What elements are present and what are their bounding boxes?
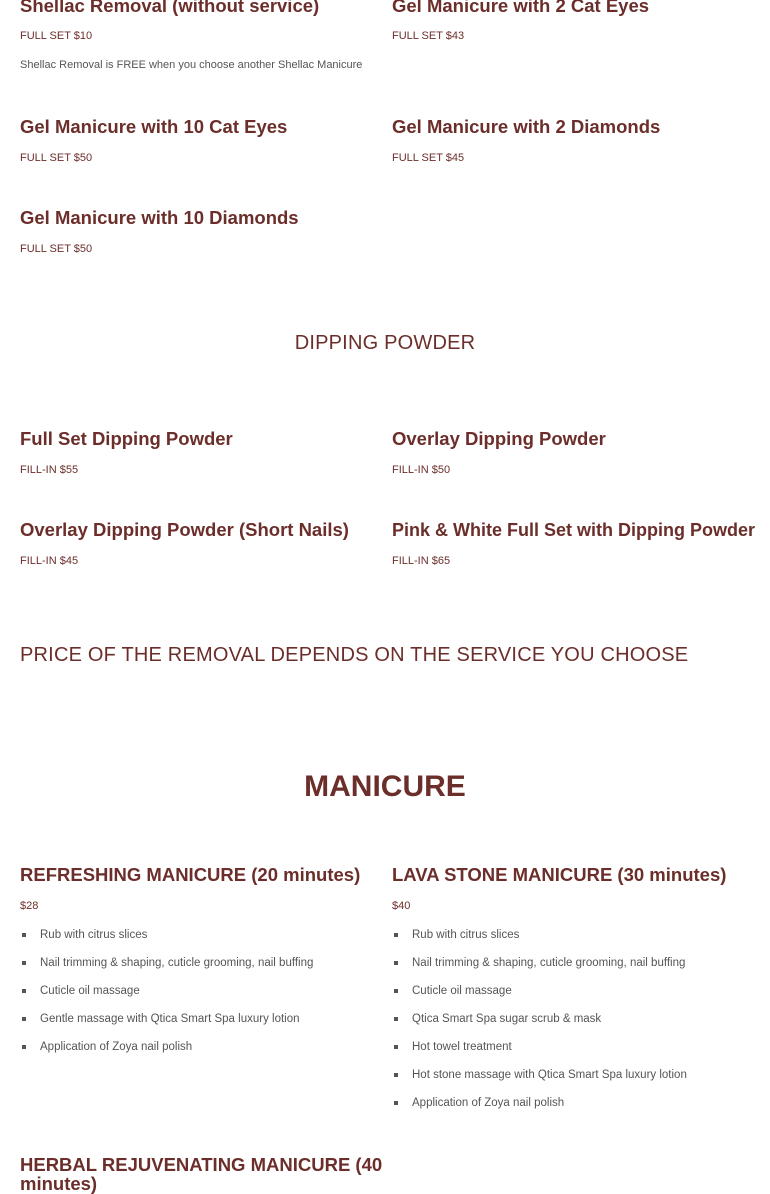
list-item: Cuticle oil massage: [20, 984, 313, 1012]
list-item: Nail trimming & shaping, cuticle grooming, nail buffing: [20, 956, 313, 984]
service-price-overlay-dipping-short: FILL-IN $45: [20, 555, 79, 567]
service-price-gel-10-diamonds: FULL SET $50: [20, 243, 93, 255]
removal-price-notice: PRICE OF THE REMOVAL DEPENDS ON THE SERVICE YOU CHOOSE: [20, 644, 689, 666]
section-heading-manicure: MANICURE: [304, 770, 466, 803]
service-title-herbal-line2: minutes): [20, 1172, 98, 1194]
list-item: Gentle massage with Qtica Smart Spa luxury lotion: [20, 1012, 313, 1040]
list-item: Cuticle oil massage: [392, 984, 687, 1012]
list-item: Application of Zoya nail polish: [20, 1040, 313, 1068]
list-item: Qtica Smart Spa sugar scrub & mask: [392, 1012, 687, 1040]
service-price-full-set-dipping: FILL-IN $55: [20, 464, 79, 476]
service-title-full-set-dipping: Full Set Dipping Powder: [20, 428, 233, 449]
service-price-pink-white-dipping: FILL-IN $65: [392, 555, 451, 567]
service-price-shellac-removal: FULL SET $10: [20, 30, 93, 42]
service-price-gel-2-cat-eyes: FULL SET $43: [392, 30, 465, 42]
service-title-lava-stone-manicure: LAVA STONE MANICURE (30 minutes): [392, 864, 727, 885]
list-item: Application of Zoya nail polish: [392, 1096, 687, 1124]
service-title-gel-10-cat-eyes: Gel Manicure with 10 Cat Eyes: [20, 116, 288, 137]
service-title-pink-white-dipping: Pink & White Full Set with Dipping Powder: [392, 520, 755, 540]
service-title-herbal-line1: HERBAL REJUVENATING MANICURE (40: [20, 1154, 383, 1175]
service-title-refreshing-manicure: REFRESHING MANICURE (20 minutes): [20, 864, 361, 885]
service-title-shellac-removal: Shellac Removal (without service): [20, 0, 320, 16]
service-title-herbal-manicure: [20, 1156, 382, 1193]
service-price-gel-10-cat-eyes: FULL SET $50: [20, 152, 93, 164]
list-item: Hot towel treatment: [392, 1040, 687, 1068]
service-note-shellac-removal: Shellac Removal is FREE when you choose another Shellac Manicure: [20, 59, 363, 71]
service-title-gel-10-diamonds: Gel Manicure with 10 Diamonds: [20, 207, 299, 228]
service-price-lava-stone-manicure: $40: [392, 900, 411, 912]
service-title-overlay-dipping: Overlay Dipping Powder: [392, 428, 606, 449]
list-item: Nail trimming & shaping, cuticle grooming, nail buffing: [392, 956, 687, 984]
service-title-gel-2-diamonds: Gel Manicure with 2 Diamonds: [392, 116, 661, 137]
section-heading-dipping-powder: DIPPING POWDER: [294, 332, 476, 354]
service-price-refreshing-manicure: $28: [20, 900, 39, 912]
service-title-overlay-dipping-short: Overlay Dipping Powder (Short Nails): [20, 519, 349, 540]
service-price-overlay-dipping: FILL-IN $50: [392, 464, 451, 476]
service-title-gel-2-cat-eyes: Gel Manicure with 2 Cat Eyes: [392, 0, 650, 16]
feature-list-lava-stone-manicure: [392, 928, 687, 1124]
service-price-gel-2-diamonds: FULL SET $45: [392, 152, 465, 164]
list-item: Hot stone massage with Qtica Smart Spa luxury lotion: [392, 1068, 687, 1096]
list-item: Rub with citrus slices: [20, 928, 313, 956]
feature-list-refreshing-manicure: [20, 928, 313, 1068]
list-item: Rub with citrus slices: [392, 928, 687, 956]
